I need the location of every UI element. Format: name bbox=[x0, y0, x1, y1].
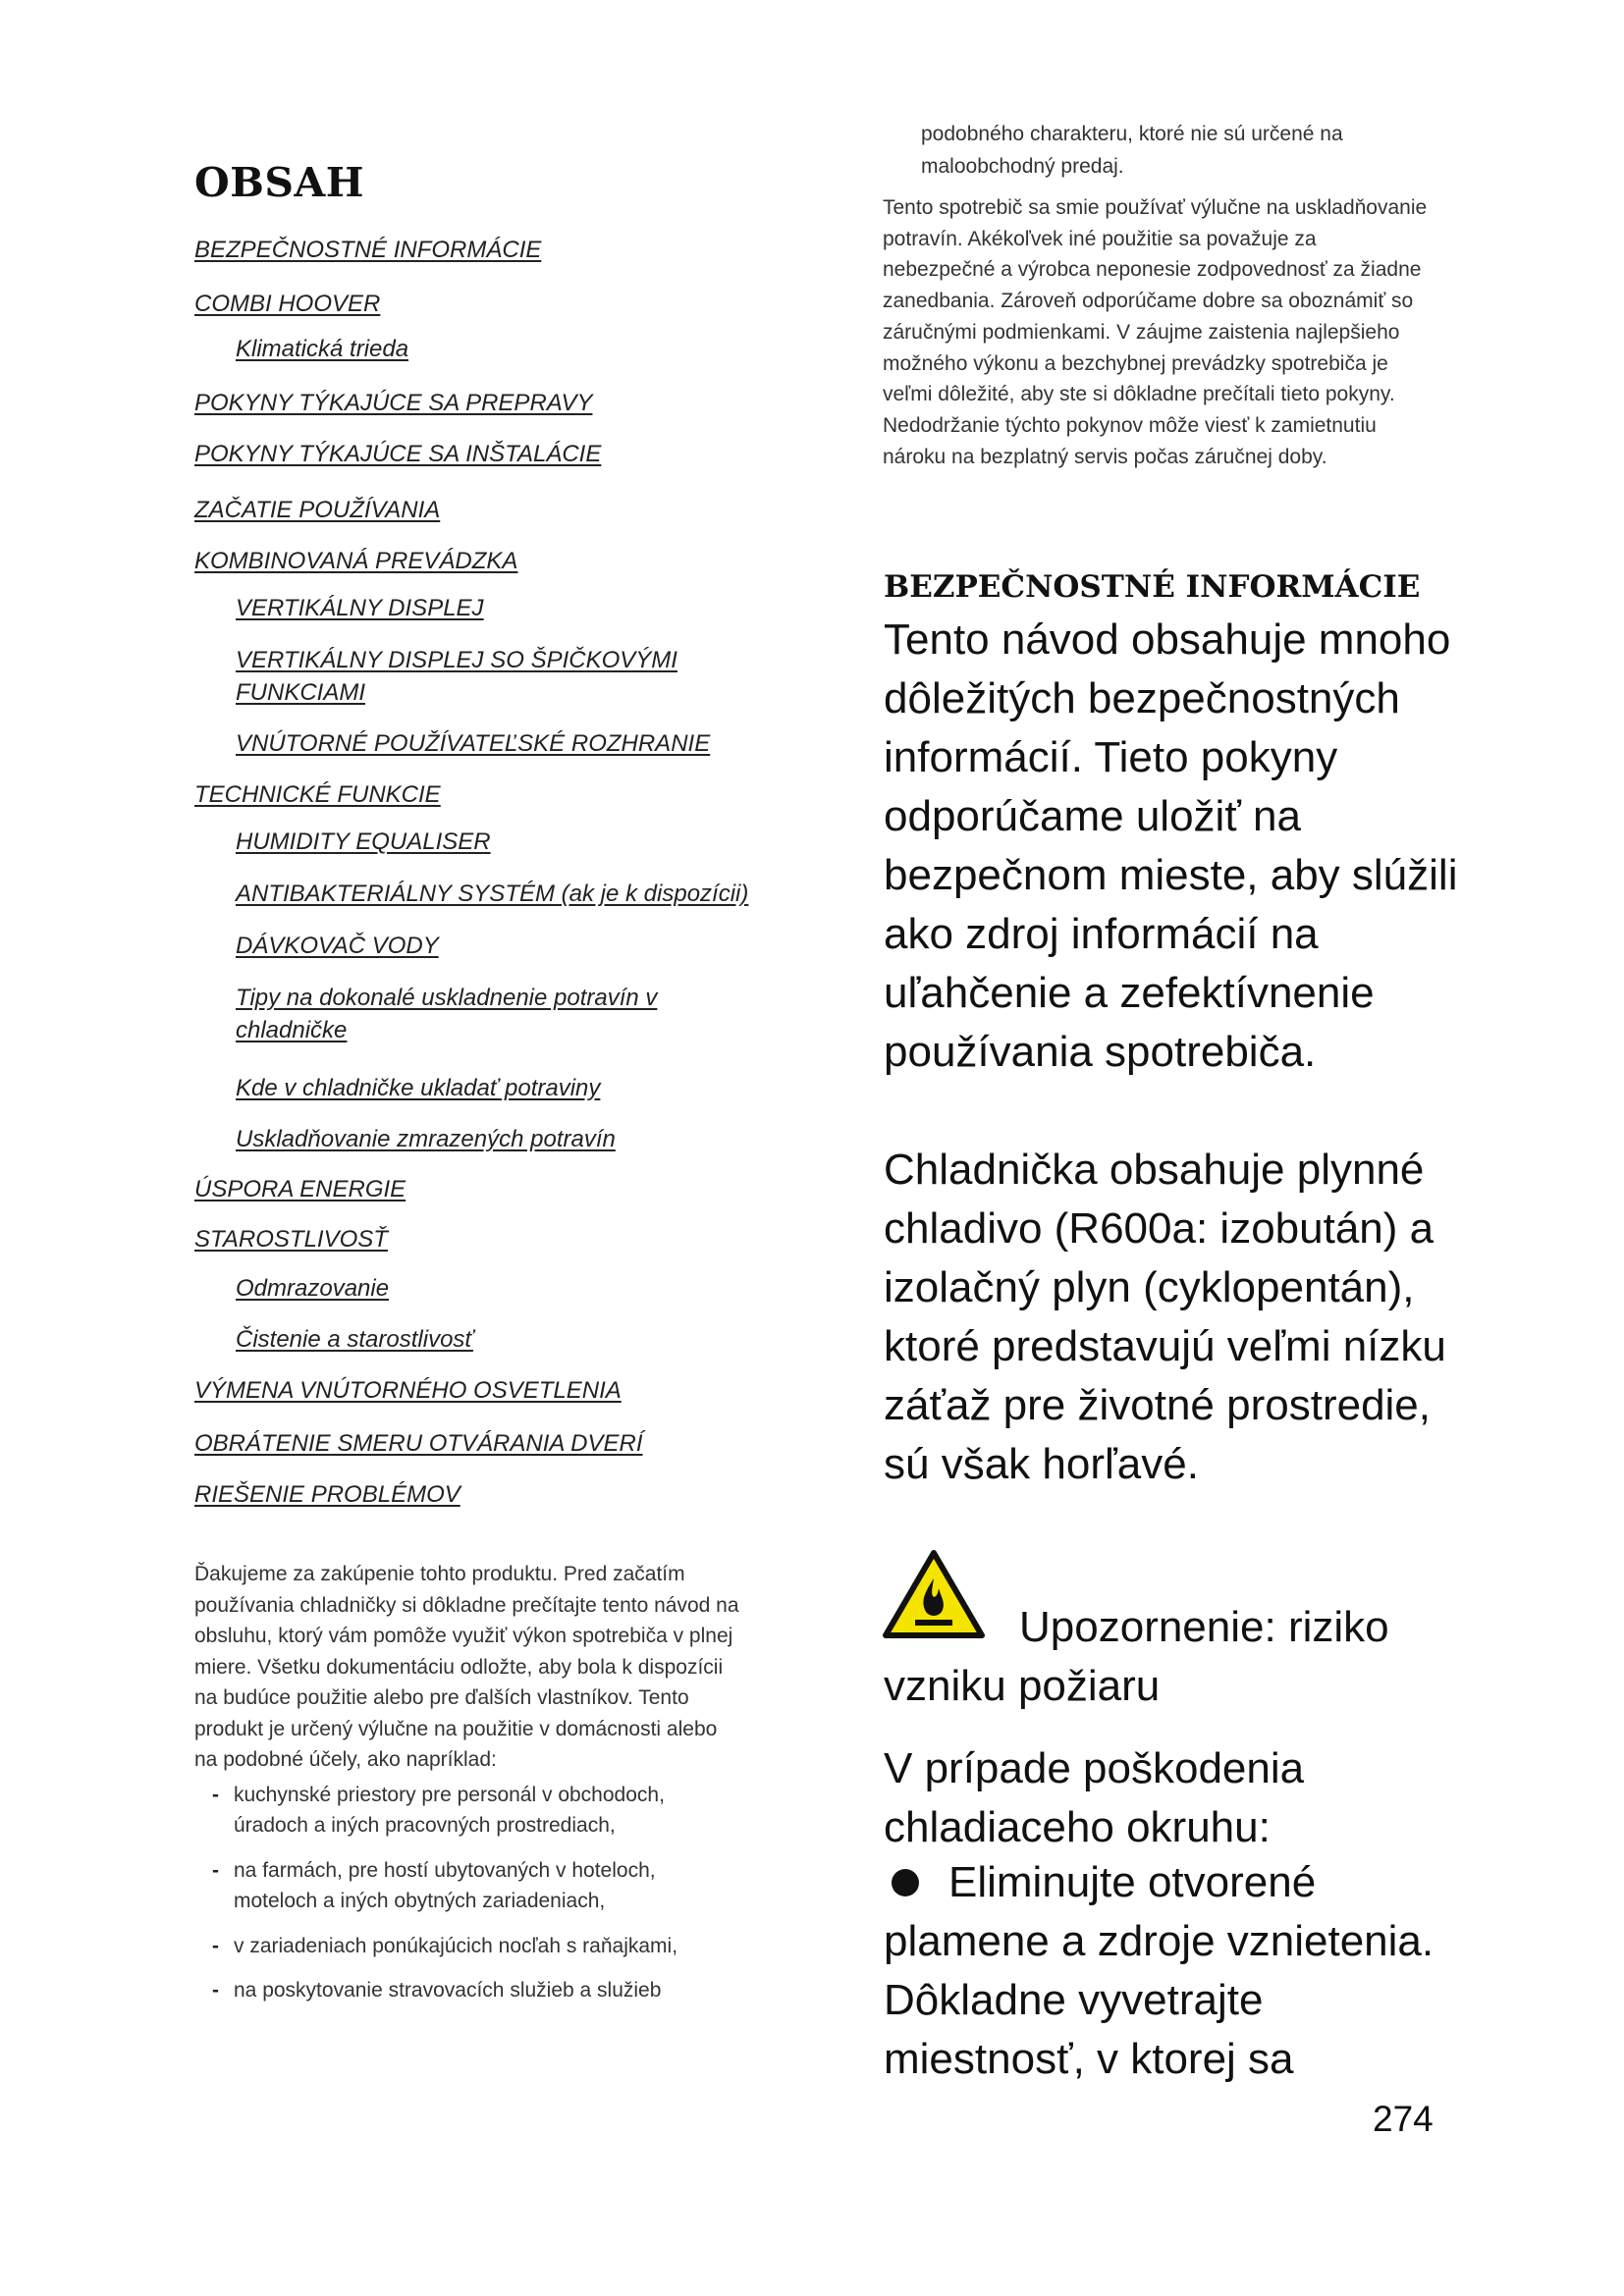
toc-link-zmrazene-potraviny[interactable]: Uskladňovanie zmrazených potravín bbox=[236, 1126, 616, 1152]
toc-link-odmrazovanie[interactable]: Odmrazovanie bbox=[236, 1275, 390, 1302]
page-number: 274 bbox=[1373, 2099, 1434, 2139]
list-item: - kuchynské priestory pre personál v obchodoch, úradoch a iných pracovných prostrediach, bbox=[212, 1783, 665, 1837]
toc-link-obratenie-dveri[interactable]: OBRÁTENIE SMERU OTVÁRANIA DVERÍ bbox=[194, 1430, 643, 1457]
bullet-dot-icon bbox=[892, 1869, 919, 1896]
toc-link-zacatie-pouzivania[interactable]: ZAČATIE POUŽÍVANIA bbox=[194, 497, 441, 523]
toc-link-vertikalny-displej-spickove[interactable]: VERTIKÁLNY DISPLEJ SO ŠPIČKOVÝMI FUNKCIAMI bbox=[236, 647, 677, 706]
toc-heading: OBSAH bbox=[194, 159, 365, 206]
toc-link-pokyny-preprava[interactable]: POKYNY TÝKAJÚCE SA PREPRAVY bbox=[194, 390, 593, 416]
continued-bullet-text: podobného charakteru, ktoré nie sú určené na maloobchodný predaj. bbox=[921, 123, 1343, 178]
usage-paragraph: Tento spotrebič sa smie používať výlučne na uskladňovanie potravín. Akékoľvek iné použitie sa považuje za nebezpečné a výrobca neponesie zodpovednosť za žiadne zanedbania. Zároveň odporúčame dobre sa oboznámiť so záručnými podmienkami. V záujme zaistenia najlepšieho možného výkonu a bezchybnej prevádzky spotrebiča je veľmi dôležité, aby ste si dôkladne prečítali tieto pokyny. Nedodržanie týchto pokynov môže viesť k zamietnutiu nároku na bezplatný servis počas záručnej doby. bbox=[883, 196, 1428, 468]
toc-link-kde-ukladat[interactable]: Kde v chladničke ukladať potraviny bbox=[236, 1075, 601, 1101]
toc-link-vymena-osvetlenia[interactable]: VÝMENA VNÚTORNÉHO OSVETLENIA bbox=[194, 1377, 622, 1404]
bullet-item-cont: plamene a zdroje vznietenia. Dôkladne vyvetrajte miestnosť, v ktorej sa bbox=[884, 1917, 1435, 2083]
warning-title: Upozornenie: riziko bbox=[1019, 1603, 1389, 1651]
flammable-warning-icon bbox=[882, 1549, 986, 1639]
intro-bullet-list bbox=[194, 1780, 744, 2006]
toc-link-vertikalny-displej[interactable]: VERTIKÁLNY DISPLEJ bbox=[236, 595, 484, 621]
bullet-item: Eliminujte otvorené bbox=[884, 1853, 1316, 1912]
toc-link-combi-hoover[interactable]: COMBI HOOVER bbox=[194, 291, 381, 317]
toc-link-technicke-funkcie[interactable]: TECHNICKÉ FUNKCIE bbox=[194, 781, 441, 808]
toc-link-cistenie[interactable]: Čistenie a starostlivosť bbox=[236, 1326, 473, 1353]
toc-link-humidity-equaliser[interactable]: HUMIDITY EQUALISER bbox=[236, 828, 491, 855]
toc-link-riesenie-problemov[interactable]: RIEŠENIE PROBLÉMOV bbox=[194, 1481, 460, 1508]
safety-heading: BEZPEČNOSTNÉ INFORMÁCIE bbox=[884, 569, 1421, 605]
toc-link-antibakterialny-system[interactable]: ANTIBAKTERIÁLNY SYSTÉM (ak je k dispozícii) bbox=[236, 881, 749, 907]
warning-title-cont: vzniku požiaru bbox=[884, 1662, 1161, 1710]
damage-intro: V prípade poškodenia chladiaceho okruhu: bbox=[884, 1744, 1305, 1851]
toc-link-tipy-uskladnenie[interactable]: Tipy na dokonalé uskladnenie potravín v chladničke bbox=[236, 985, 658, 1043]
toc-link-bezpecnostne-informacie[interactable]: BEZPEČNOSTNÉ INFORMÁCIE bbox=[194, 237, 542, 263]
toc-link-vnutorne-rozhranie[interactable]: VNÚTORNÉ POUŽÍVATEĽSKÉ ROZHRANIE bbox=[236, 730, 711, 757]
toc-link-starostlivost[interactable]: STAROSTLIVOSŤ bbox=[194, 1226, 388, 1253]
toc-link-pokyny-instalacia[interactable]: POKYNY TÝKAJÚCE SA INŠTALÁCIE bbox=[194, 441, 602, 467]
toc-link-klimaticka-trieda[interactable]: Klimatická trieda bbox=[236, 336, 409, 362]
safety-paragraph-2: Chladnička obsahuje plynné chladivo (R600a: izobután) a izolačný plyn (cyklopentán), ktoré predstavujú veľmi nízku záťaž pre životné prostredie, sú však horľavé. bbox=[884, 1146, 1446, 1488]
toc-link-kombinovana-prevadzka[interactable]: KOMBINOVANÁ PREVÁDZKA bbox=[194, 548, 518, 574]
safety-paragraph-1: Tento návod obsahuje mnoho dôležitých bezpečnostných informácií. Tieto pokyny odporúčame uložiť na bezpečnom mieste, aby slúžili ako zdroj informácií na uľahčenie a zefektívnenie používania spotrebiča. bbox=[884, 615, 1458, 1076]
list-item: - na poskytovanie stravovacích služieb a služieb bbox=[212, 1979, 662, 2002]
list-item: - v zariadeniach ponúkajúcich nocľah s raňajkami, bbox=[212, 1934, 678, 1957]
toc-link-davkovac-vody[interactable]: DÁVKOVAČ VODY bbox=[236, 933, 439, 959]
intro-section bbox=[194, 1559, 744, 2020]
intro-paragraph: Ďakujeme za zakúpenie tohto produktu. Pred začatím používania chladničky si dôkladne prečítajte tento návod na obsluhu, ktorý vám pomôže využiť výkon spotrebiča v plnej miere. Všetku dokumentáciu odložte, aby bola k dispozícii na budúce použitie alebo pre ďalších vlastníkov. Tento produkt je určený výlučne na použitie v domácnosti alebo na podobné účely, ako napríklad: bbox=[194, 1563, 739, 1771]
toc-link-uspora-energie[interactable]: ÚSPORA ENERGIE bbox=[194, 1176, 406, 1202]
list-item: - na farmách, pre hostí ubytovaných v hoteloch, moteloch a iných obytných zariadeniach, bbox=[212, 1858, 656, 1912]
